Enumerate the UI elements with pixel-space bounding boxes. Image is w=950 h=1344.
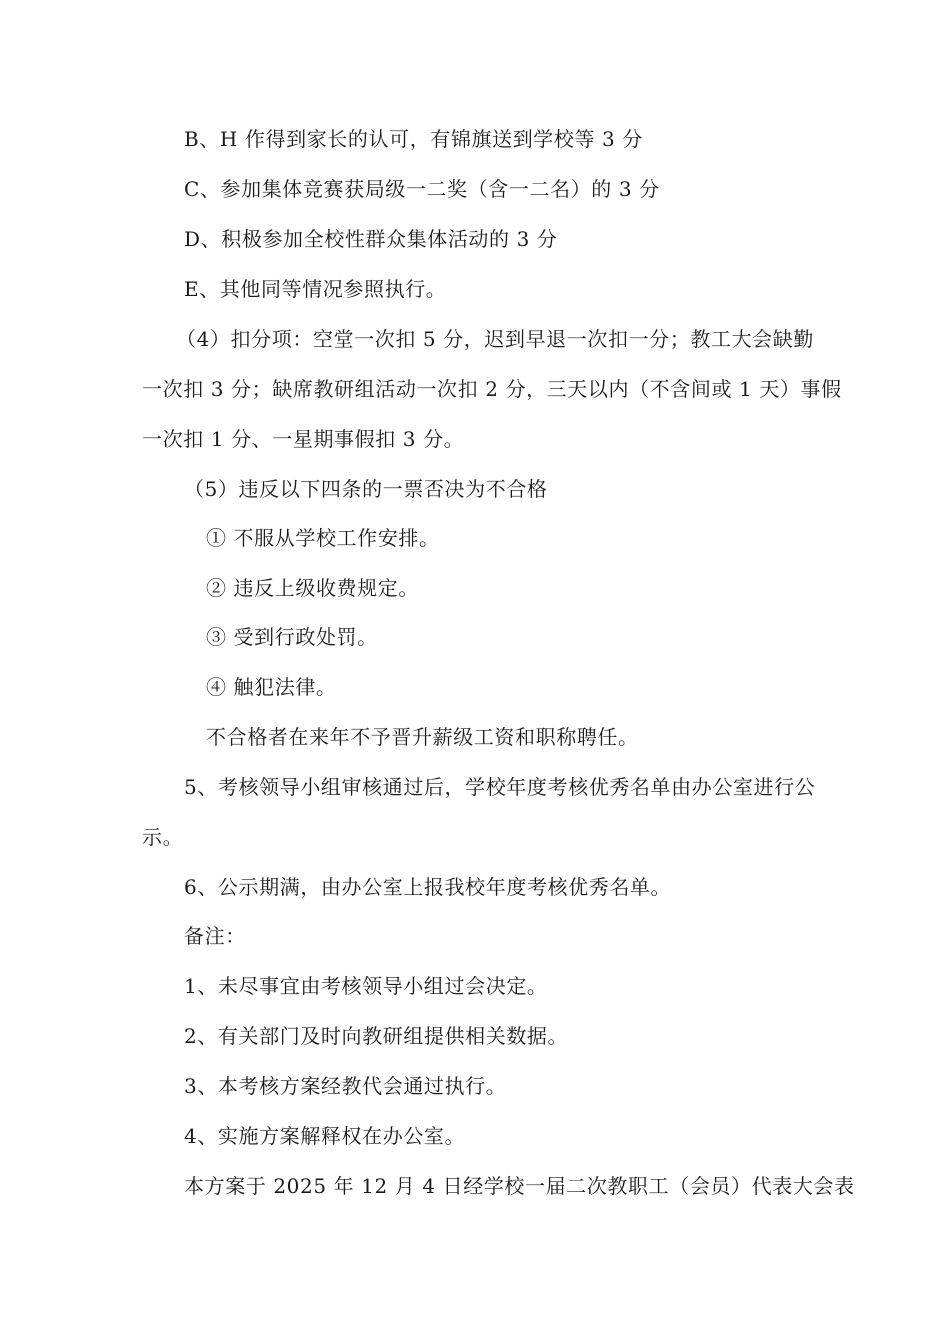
list-item: ② 违反上级收费规定。	[206, 576, 419, 600]
list-item: ③ 受到行政处罚。	[206, 625, 378, 649]
paragraph-line: 本方案于 2025 年 12 月 4 日经学校一届二次教职工（会员）代表大会表	[184, 1174, 855, 1198]
paragraph-line: 6、公示期满，由办公室上报我校年度考核优秀名单。	[184, 875, 672, 899]
paragraph-line: （4）扣分项：空堂一次扣 5 分，迟到早退一次扣一分；教工大会缺勤	[176, 327, 814, 351]
paragraph-line: 示。	[142, 825, 184, 849]
notes-heading: 备注：	[184, 924, 246, 948]
paragraph-line: B、H 作得到家长的认可，有锦旗送到学校等 3 分	[184, 127, 643, 151]
paragraph-line: C、参加集体竞赛获局级一二奖（含一二名）的 3 分	[184, 177, 660, 201]
list-item: ④ 触犯法律。	[206, 675, 337, 699]
paragraph-line: 一次扣 1 分、一星期事假扣 3 分。	[142, 427, 465, 451]
list-item: ① 不服从学校工作安排。	[206, 526, 440, 550]
paragraph-line: 不合格者在来年不予晋升薪级工资和职称聘任。	[206, 725, 639, 749]
notes-item: 1、未尽事宜由考核领导小组过会决定。	[184, 974, 548, 998]
paragraph-line: 一次扣 3 分；缺席教研组活动一次扣 2 分，三天以内（不含间或 1 天）事假	[142, 377, 842, 401]
notes-item: 2、有关部门及时向教研组提供相关数据。	[184, 1024, 569, 1048]
paragraph-line: E、其他同等情况参照执行。	[184, 277, 447, 301]
paragraph-line: （5）违反以下四条的一票否决为不合格	[184, 477, 548, 501]
notes-item: 3、本考核方案经教代会通过执行。	[184, 1074, 507, 1098]
paragraph-line: D、积极参加全校性群众集体活动的 3 分	[184, 227, 558, 251]
notes-item: 4、实施方案解释权在办公室。	[184, 1124, 466, 1148]
paragraph-line: 5、考核领导小组审核通过后，学校年度考核优秀名单由办公室进行公	[184, 775, 816, 799]
